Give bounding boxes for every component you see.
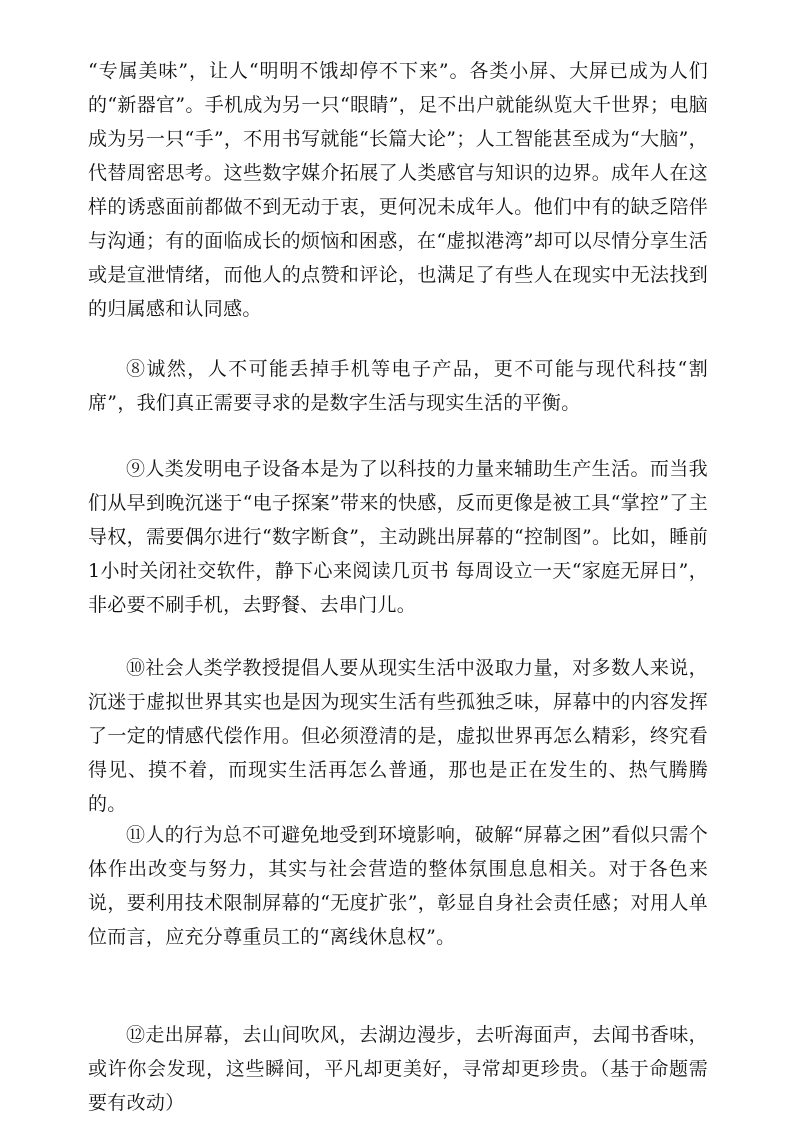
paragraph-12: ⑫走出屏幕，去山间吹风，去湖边漫步，去听海面声，去闻书香味，或许你会发现，这些瞬间，平凡却更美好，寻常却更珍贵。（基于命题需要有改动）	[88, 1024, 708, 1114]
paragraph-11: ⑪人的行为总不可避免地受到环境影响，破解“屏幕之困”看似只需个体作出改变与努力，其实与社会营造的整体氛围息息相关。对于各色来说，要利用技术限制屏幕的“无度扩张”，彰显自身社会责任感；对用人单位而言，应充分尊重员工的“离线休息权”。	[88, 824, 708, 948]
paragraph-9: ⑨人类发明电子设备本是为了以科技的力量来辅助生产生活。而当我们从早到晚沉迷于“电子探案”带来的快感，反而更像是被工具“掌控”了主导权，需要偶尔进行“数字断食”，主动跳出屏幕的“控制图”。比如，睡前1小时关闭社交软件，静下心来阅读几页书 每周设立一天“家庭无屏日”，非必要不刷手机，去野餐、去串门儿。	[88, 458, 708, 616]
paragraph-8: ⑧诚然，人不可能丢掉手机等电子产品，更不可能与现代科技“割席”，我们真正需要寻求的是数字生活与现实生活的平衡。	[88, 358, 708, 414]
paragraph-7-continued: “专属美味”，让人“明明不饿却停不下来”。各类小屏、大屏已成为人们的“新器官”。手机成为另一只“眼睛”，足不出户就能纵览大千世界；电脑成为另一只“手”，不用书写就能“长篇大论”；人工智能甚至成为“大脑”，代替周密思考。这些数字媒介拓展了人类感官与知识的边界。成年人在这样的诱惑面前都做不到无动于衷，更何况未成年人。他们中有的缺乏陪伴与沟通；有的面临成长的烦恼和困惑，在“虚拟港湾”却可以尽情分享生活或是宣泄情绪，而他人的点赞和评论，也满足了有些人在现实中无法找到的归属感和认同感。	[88, 60, 708, 320]
paragraph-10: ⑩社会人类学教授提倡人要从现实生活中汲取力量，对多数人来说，沉迷于虚拟世界其实也是因为现实生活有些孤独乏味，屏幕中的内容发挥了一定的情感代偿作用。但必须澄清的是，虚拟世界再怎么精彩，终究看得见、摸不着，而现实生活再怎么普通，那也是正在发生的、热气腾腾的。	[88, 657, 708, 815]
